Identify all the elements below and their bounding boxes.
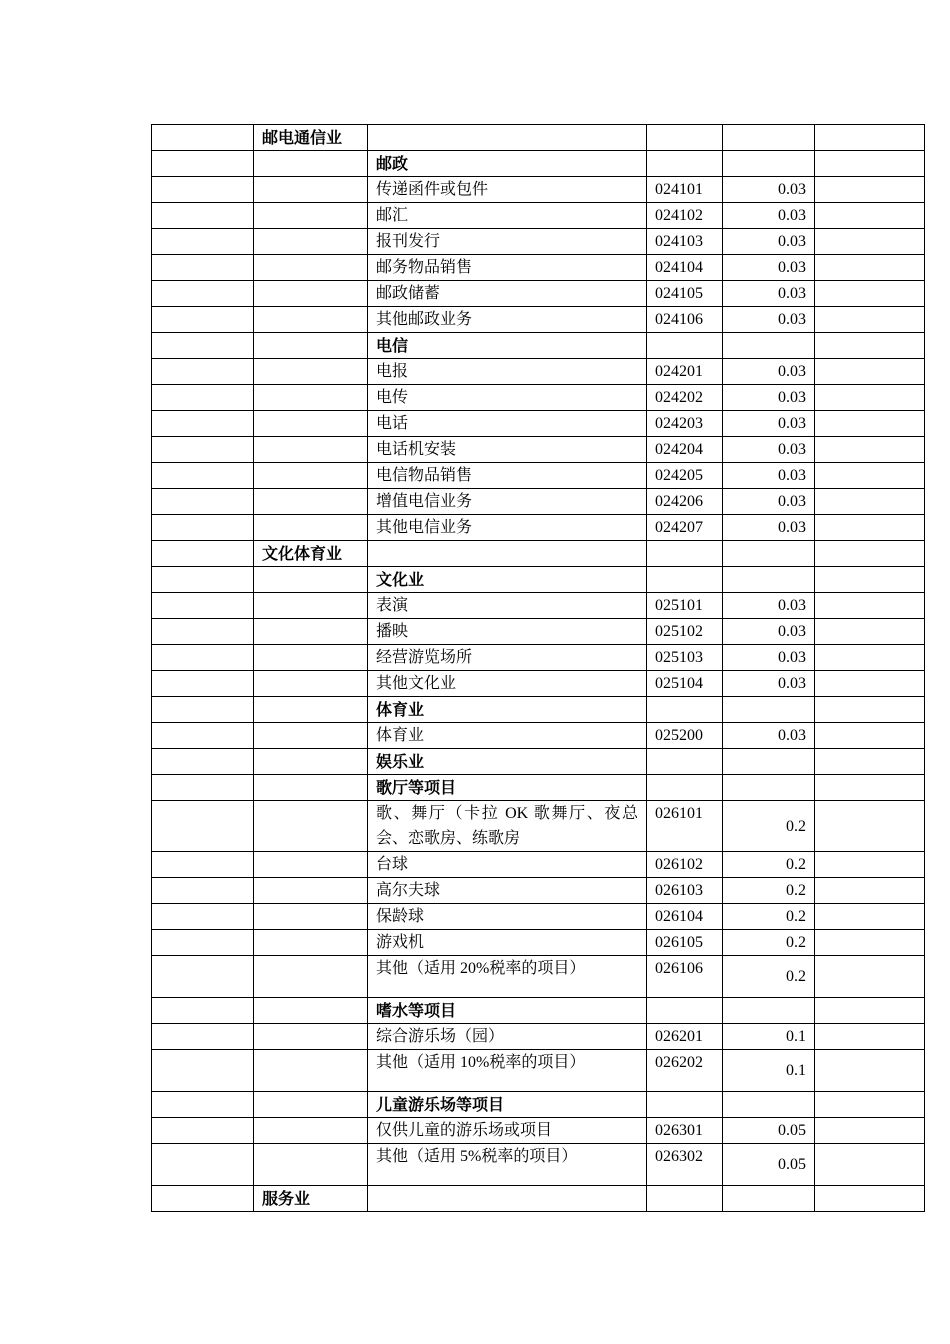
tax-rate: 0.03 xyxy=(723,203,815,229)
blank-cell xyxy=(254,998,368,1024)
tax-rate xyxy=(723,151,815,177)
item-code xyxy=(647,151,723,177)
item-code xyxy=(647,1186,723,1212)
blank-cell xyxy=(815,998,925,1024)
blank-cell xyxy=(254,723,368,749)
blank-cell xyxy=(152,619,254,645)
subcategory-label: 文化业 xyxy=(368,567,647,593)
tax-rate: 0.03 xyxy=(723,463,815,489)
blank-cell xyxy=(152,489,254,515)
blank-cell xyxy=(254,1092,368,1118)
table-row xyxy=(152,125,925,151)
blank-cell xyxy=(152,956,254,998)
table-row xyxy=(152,671,925,697)
tax-rate xyxy=(723,1092,815,1118)
table-row xyxy=(152,1186,925,1212)
blank-cell xyxy=(152,255,254,281)
tax-rate: 0.03 xyxy=(723,281,815,307)
blank-cell xyxy=(152,852,254,878)
tax-rate: 0.05 xyxy=(723,1144,815,1186)
blank-cell xyxy=(815,1050,925,1092)
blank-cell xyxy=(152,125,254,151)
item-code: 025101 xyxy=(647,593,723,619)
tax-rate: 0.03 xyxy=(723,723,815,749)
table-row xyxy=(152,437,925,463)
item-name: 仅供儿童的游乐场或项目 xyxy=(368,1118,647,1144)
item-name: 增值电信业务 xyxy=(368,489,647,515)
blank-cell xyxy=(815,593,925,619)
blank-cell xyxy=(254,229,368,255)
blank-cell xyxy=(815,697,925,723)
blank-cell xyxy=(815,775,925,801)
blank-cell xyxy=(254,281,368,307)
table-row xyxy=(152,385,925,411)
blank-cell xyxy=(254,255,368,281)
blank-cell xyxy=(152,645,254,671)
table-row xyxy=(152,801,925,852)
blank-cell xyxy=(254,385,368,411)
tax-rate: 0.2 xyxy=(723,956,815,998)
blank-cell xyxy=(815,1144,925,1186)
table-row xyxy=(152,723,925,749)
blank-cell xyxy=(815,177,925,203)
blank-cell xyxy=(152,151,254,177)
blank-cell xyxy=(152,593,254,619)
blank-cell xyxy=(815,203,925,229)
tax-rate: 0.03 xyxy=(723,229,815,255)
tax-rate xyxy=(723,567,815,593)
item-code: 024102 xyxy=(647,203,723,229)
item-code: 024201 xyxy=(647,359,723,385)
item-name: 其他文化业 xyxy=(368,671,647,697)
blank-cell xyxy=(815,1024,925,1050)
blank-cell xyxy=(254,437,368,463)
item-name: 其他（适用 5%税率的项目） xyxy=(368,1144,647,1186)
blank-cell xyxy=(254,801,368,852)
item-code xyxy=(647,567,723,593)
item-name: 经营游览场所 xyxy=(368,645,647,671)
blank-cell xyxy=(152,1118,254,1144)
blank-cell xyxy=(815,723,925,749)
table-row xyxy=(152,645,925,671)
item-name: 其他（适用 10%税率的项目） xyxy=(368,1050,647,1092)
tax-rate: 0.05 xyxy=(723,1118,815,1144)
blank-cell xyxy=(815,541,925,567)
tax-rate xyxy=(723,749,815,775)
tax-rate: 0.03 xyxy=(723,437,815,463)
table-row xyxy=(152,593,925,619)
tax-rate: 0.2 xyxy=(723,852,815,878)
blank-cell xyxy=(815,1186,925,1212)
item-code: 024205 xyxy=(647,463,723,489)
blank-cell xyxy=(815,151,925,177)
table-row xyxy=(152,1024,925,1050)
blank-cell xyxy=(152,307,254,333)
blank-cell xyxy=(815,801,925,852)
tax-rate: 0.1 xyxy=(723,1050,815,1092)
item-code: 024101 xyxy=(647,177,723,203)
item-code: 026101 xyxy=(647,801,723,852)
blank-cell xyxy=(152,177,254,203)
blank-cell xyxy=(815,255,925,281)
item-code: 024106 xyxy=(647,307,723,333)
blank-cell xyxy=(815,852,925,878)
item-name: 台球 xyxy=(368,852,647,878)
item-name: 邮务物品销售 xyxy=(368,255,647,281)
item-code xyxy=(647,697,723,723)
item-code: 024104 xyxy=(647,255,723,281)
item-name: 高尔夫球 xyxy=(368,878,647,904)
tax-rate: 0.03 xyxy=(723,177,815,203)
item-code xyxy=(647,775,723,801)
blank-cell xyxy=(152,229,254,255)
blank-cell xyxy=(254,489,368,515)
blank-cell xyxy=(152,541,254,567)
item-code: 026102 xyxy=(647,852,723,878)
item-name: 表演 xyxy=(368,593,647,619)
blank-cell xyxy=(152,411,254,437)
subcategory-label: 邮政 xyxy=(368,151,647,177)
blank-cell xyxy=(815,437,925,463)
blank-cell xyxy=(254,956,368,998)
blank-cell xyxy=(152,801,254,852)
tax-rate xyxy=(723,541,815,567)
tax-rate: 0.03 xyxy=(723,489,815,515)
item-name: 播映 xyxy=(368,619,647,645)
blank-cell xyxy=(815,671,925,697)
blank-cell xyxy=(368,1186,647,1212)
item-code: 025102 xyxy=(647,619,723,645)
item-code xyxy=(647,333,723,359)
tax-rate xyxy=(723,775,815,801)
blank-cell xyxy=(815,411,925,437)
table-row xyxy=(152,930,925,956)
blank-cell xyxy=(152,437,254,463)
tax-rate: 0.03 xyxy=(723,385,815,411)
blank-cell xyxy=(254,151,368,177)
item-name: 体育业 xyxy=(368,723,647,749)
blank-cell xyxy=(254,411,368,437)
table-row xyxy=(152,229,925,255)
table-row xyxy=(152,307,925,333)
table-row xyxy=(152,904,925,930)
blank-cell xyxy=(815,281,925,307)
table-row xyxy=(152,1050,925,1092)
subcategory-label: 歌厅等项目 xyxy=(368,775,647,801)
item-name: 邮政储蓄 xyxy=(368,281,647,307)
blank-cell xyxy=(254,904,368,930)
blank-cell xyxy=(815,619,925,645)
tax-rate: 0.03 xyxy=(723,411,815,437)
blank-cell xyxy=(152,567,254,593)
item-name: 综合游乐场（园） xyxy=(368,1024,647,1050)
blank-cell xyxy=(815,749,925,775)
blank-cell xyxy=(152,333,254,359)
table-row xyxy=(152,255,925,281)
blank-cell xyxy=(254,203,368,229)
item-code: 024207 xyxy=(647,515,723,541)
item-code: 024206 xyxy=(647,489,723,515)
item-code: 024103 xyxy=(647,229,723,255)
blank-cell xyxy=(152,281,254,307)
item-code: 024202 xyxy=(647,385,723,411)
item-code xyxy=(647,1092,723,1118)
table-row xyxy=(152,411,925,437)
blank-cell xyxy=(815,489,925,515)
item-code xyxy=(647,125,723,151)
blank-cell xyxy=(368,541,647,567)
table-row xyxy=(152,775,925,801)
blank-cell xyxy=(152,749,254,775)
table-row xyxy=(152,333,925,359)
blank-cell xyxy=(152,1144,254,1186)
blank-cell xyxy=(254,177,368,203)
table-row xyxy=(152,998,925,1024)
item-name: 电话机安装 xyxy=(368,437,647,463)
blank-cell xyxy=(815,125,925,151)
blank-cell xyxy=(152,1092,254,1118)
blank-cell xyxy=(152,671,254,697)
subcategory-label: 儿童游乐场等项目 xyxy=(368,1092,647,1118)
blank-cell xyxy=(815,1092,925,1118)
blank-cell xyxy=(254,567,368,593)
tax-category-table xyxy=(151,124,925,1212)
tax-rate: 0.2 xyxy=(723,930,815,956)
blank-cell xyxy=(254,593,368,619)
blank-cell xyxy=(152,998,254,1024)
blank-cell xyxy=(815,515,925,541)
blank-cell xyxy=(152,1024,254,1050)
tax-rate: 0.1 xyxy=(723,1024,815,1050)
table-row xyxy=(152,463,925,489)
table-row xyxy=(152,359,925,385)
item-name: 保龄球 xyxy=(368,904,647,930)
item-code: 026106 xyxy=(647,956,723,998)
tax-rate: 0.2 xyxy=(723,801,815,852)
item-name: 其他电信业务 xyxy=(368,515,647,541)
blank-cell xyxy=(815,333,925,359)
tax-rate: 0.03 xyxy=(723,671,815,697)
blank-cell xyxy=(254,463,368,489)
blank-cell xyxy=(152,878,254,904)
blank-cell xyxy=(254,775,368,801)
blank-cell xyxy=(152,463,254,489)
blank-cell xyxy=(152,930,254,956)
item-name: 其他（适用 20%税率的项目） xyxy=(368,956,647,998)
item-name: 歌、舞厅（卡拉 OK 歌舞厅、夜总会、恋歌房、练歌房 xyxy=(368,801,647,852)
item-code xyxy=(647,998,723,1024)
major-category-label: 文化体育业 xyxy=(254,541,368,567)
blank-cell xyxy=(815,359,925,385)
blank-cell xyxy=(152,775,254,801)
blank-cell xyxy=(152,723,254,749)
blank-cell xyxy=(254,671,368,697)
table-row xyxy=(152,203,925,229)
tax-rate xyxy=(723,1186,815,1212)
item-code: 025103 xyxy=(647,645,723,671)
item-code: 024203 xyxy=(647,411,723,437)
blank-cell xyxy=(254,1050,368,1092)
table-row xyxy=(152,1118,925,1144)
blank-cell xyxy=(152,385,254,411)
item-name: 电报 xyxy=(368,359,647,385)
table-row xyxy=(152,281,925,307)
tax-rate xyxy=(723,125,815,151)
item-name: 电话 xyxy=(368,411,647,437)
tax-rate xyxy=(723,697,815,723)
item-name: 邮汇 xyxy=(368,203,647,229)
tax-rate: 0.03 xyxy=(723,307,815,333)
item-code: 026301 xyxy=(647,1118,723,1144)
table-row xyxy=(152,567,925,593)
table-row xyxy=(152,1092,925,1118)
tax-rate: 0.2 xyxy=(723,904,815,930)
blank-cell xyxy=(254,852,368,878)
blank-cell xyxy=(254,749,368,775)
table-row xyxy=(152,852,925,878)
table-row xyxy=(152,749,925,775)
blank-cell xyxy=(815,956,925,998)
item-name: 报刊发行 xyxy=(368,229,647,255)
blank-cell xyxy=(254,645,368,671)
table-row xyxy=(152,177,925,203)
blank-cell xyxy=(254,1118,368,1144)
blank-cell xyxy=(254,307,368,333)
blank-cell xyxy=(815,1118,925,1144)
major-category-label: 邮电通信业 xyxy=(254,125,368,151)
blank-cell xyxy=(152,359,254,385)
tax-rate xyxy=(723,998,815,1024)
blank-cell xyxy=(254,878,368,904)
blank-cell xyxy=(152,697,254,723)
table-row xyxy=(152,151,925,177)
blank-cell xyxy=(254,515,368,541)
item-code: 026105 xyxy=(647,930,723,956)
item-code: 026302 xyxy=(647,1144,723,1186)
blank-cell xyxy=(254,930,368,956)
table-row xyxy=(152,697,925,723)
item-name: 电信物品销售 xyxy=(368,463,647,489)
blank-cell xyxy=(815,930,925,956)
item-code: 024105 xyxy=(647,281,723,307)
tax-rate: 0.03 xyxy=(723,359,815,385)
blank-cell xyxy=(152,1186,254,1212)
blank-cell xyxy=(815,229,925,255)
item-code xyxy=(647,749,723,775)
item-code: 024204 xyxy=(647,437,723,463)
blank-cell xyxy=(254,1144,368,1186)
table-body xyxy=(152,125,925,1212)
blank-cell xyxy=(254,1024,368,1050)
blank-cell xyxy=(368,125,647,151)
tax-rate: 0.03 xyxy=(723,255,815,281)
table-row xyxy=(152,619,925,645)
blank-cell xyxy=(815,385,925,411)
subcategory-label: 体育业 xyxy=(368,697,647,723)
blank-cell xyxy=(152,904,254,930)
blank-cell xyxy=(815,463,925,489)
blank-cell xyxy=(815,878,925,904)
tax-rate: 0.03 xyxy=(723,593,815,619)
blank-cell xyxy=(152,1050,254,1092)
item-name: 游戏机 xyxy=(368,930,647,956)
blank-cell xyxy=(815,904,925,930)
item-code: 026201 xyxy=(647,1024,723,1050)
item-name: 电传 xyxy=(368,385,647,411)
blank-cell xyxy=(254,619,368,645)
table-row xyxy=(152,541,925,567)
blank-cell xyxy=(152,203,254,229)
major-category-label: 服务业 xyxy=(254,1186,368,1212)
tax-rate xyxy=(723,333,815,359)
table-row xyxy=(152,489,925,515)
item-code xyxy=(647,541,723,567)
table-row xyxy=(152,1144,925,1186)
item-code: 026104 xyxy=(647,904,723,930)
item-code: 026202 xyxy=(647,1050,723,1092)
tax-rate: 0.03 xyxy=(723,645,815,671)
tax-rate: 0.03 xyxy=(723,619,815,645)
item-name: 传递函件或包件 xyxy=(368,177,647,203)
item-name: 其他邮政业务 xyxy=(368,307,647,333)
blank-cell xyxy=(815,645,925,671)
tax-rate: 0.2 xyxy=(723,878,815,904)
subcategory-label: 电信 xyxy=(368,333,647,359)
blank-cell xyxy=(254,359,368,385)
blank-cell xyxy=(815,567,925,593)
blank-cell xyxy=(152,515,254,541)
table-row xyxy=(152,878,925,904)
tax-rate: 0.03 xyxy=(723,515,815,541)
blank-cell xyxy=(254,697,368,723)
subcategory-label: 娱乐业 xyxy=(368,749,647,775)
item-code: 026103 xyxy=(647,878,723,904)
blank-cell xyxy=(254,333,368,359)
item-code: 025200 xyxy=(647,723,723,749)
blank-cell xyxy=(815,307,925,333)
table-row xyxy=(152,956,925,998)
item-code: 025104 xyxy=(647,671,723,697)
table-row xyxy=(152,515,925,541)
subcategory-label: 嗜水等项目 xyxy=(368,998,647,1024)
